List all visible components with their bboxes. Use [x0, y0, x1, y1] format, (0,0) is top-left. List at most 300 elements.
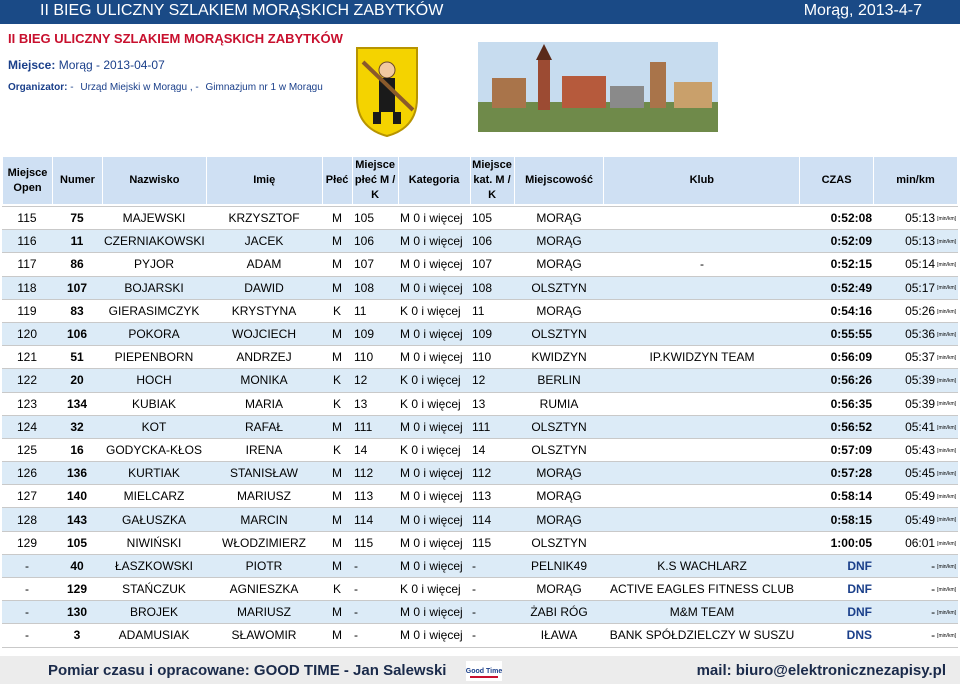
cell-pace [874, 415, 958, 438]
cell-city-value: OLSZTYN [531, 442, 587, 457]
cell-surname [102, 207, 206, 230]
cell-surname [102, 230, 206, 253]
cell-surname-value: NIWIŃSKI [126, 535, 182, 550]
cell-sex [322, 508, 352, 531]
cell-category-value: M 0 i więcej [400, 628, 463, 643]
organizer-label: Organizator: [8, 82, 68, 93]
cell-pace [874, 438, 958, 461]
good-time-logo-text: Good Time [466, 668, 502, 675]
cell-category-place [470, 230, 514, 253]
cell-place-open-value: 129 [16, 535, 38, 550]
cell-surname-value: MIELCARZ [123, 489, 185, 504]
cell-time [800, 601, 874, 624]
cell-bib-number [52, 601, 102, 624]
cell-first-name [206, 276, 322, 299]
cell-surname-value: PIEPENBORN [114, 350, 194, 365]
cell-category [398, 462, 470, 485]
cell-bib-number [52, 415, 102, 438]
cell-bib-number-value: 40 [70, 558, 84, 573]
cell-bib-number [52, 578, 102, 601]
results-table [2, 206, 958, 648]
table-row [2, 508, 958, 531]
cell-city [514, 369, 604, 392]
cell-sex-place-value: 12 [354, 373, 368, 388]
pace-unit: [min/km] [937, 563, 956, 570]
cell-category-place-value: 114 [472, 512, 492, 527]
cell-sex-place-value: 107 [354, 257, 375, 272]
cell-category-place [470, 554, 514, 577]
pace-unit: [min/km] [937, 494, 956, 501]
cell-first-name-value: KRZYSZTOF [228, 211, 300, 226]
cell-club [604, 369, 800, 392]
cell-pace-value: 06:01 [905, 535, 936, 550]
cell-first-name [206, 207, 322, 230]
cell-pace [874, 322, 958, 345]
cell-pace-value: 05:39 [905, 396, 936, 411]
cell-pace [874, 276, 958, 299]
cell-time-value: 0:52:49 [830, 280, 872, 295]
cell-category [398, 230, 470, 253]
cell-sex-place [352, 601, 398, 624]
cell-category [398, 415, 470, 438]
cell-time [800, 415, 874, 438]
cell-category [398, 346, 470, 369]
cell-category-place-value: 106 [472, 234, 493, 249]
cell-time [800, 276, 874, 299]
cell-surname [102, 299, 206, 322]
cell-pace-value: - [931, 605, 936, 620]
cell-category-place-value: 11 [472, 303, 485, 318]
cell-category [398, 601, 470, 624]
cell-first-name [206, 346, 322, 369]
cell-sex-value: M [332, 512, 342, 527]
cell-pace [874, 554, 958, 577]
cell-club [604, 207, 800, 230]
table-row [2, 346, 958, 369]
cell-surname [102, 578, 206, 601]
cell-club [604, 253, 800, 276]
cell-category-place-value: - [472, 582, 476, 597]
pace-unit: [min/km] [937, 331, 956, 338]
cell-time [800, 230, 874, 253]
cell-pace [874, 462, 958, 485]
top-bar-title: II BIEG ULICZNY SZLAKIEM MORĄSKICH ZABYTKÓW [40, 2, 444, 19]
cell-first-name-value: WOJCIECH [232, 327, 296, 342]
cell-category-place-value: 107 [472, 257, 493, 272]
results-header [2, 156, 958, 205]
cell-bib-number-value: 32 [70, 419, 84, 434]
cell-city [514, 415, 604, 438]
cell-sex-value: M [332, 558, 342, 573]
event-title: II BIEG ULICZNY SZLAKIEM MORĄSKICH ZABYTKÓW [8, 31, 343, 46]
cell-sex-place-value: 111 [354, 419, 373, 434]
cell-sex-place [352, 207, 398, 230]
cell-category [398, 554, 470, 577]
cell-sex-place-value: 105 [354, 211, 375, 226]
cell-city-value: OLSZTYN [531, 419, 587, 434]
cell-place-open [2, 346, 52, 369]
cell-city-value: MORĄG [536, 303, 582, 318]
cell-category-value: M 0 i więcej [400, 327, 463, 342]
cell-first-name [206, 485, 322, 508]
cell-place-open-value: 118 [17, 280, 37, 295]
cell-sex [322, 531, 352, 554]
cell-first-name-value: WŁODZIMIERZ [222, 535, 306, 550]
cell-pace-value: 05:43 [905, 442, 936, 457]
cell-bib-number-value: 134 [66, 396, 88, 411]
cell-place-open [2, 322, 52, 345]
cell-category [398, 369, 470, 392]
cell-category-place-value: - [472, 558, 476, 573]
cell-place-open [2, 462, 52, 485]
cell-first-name [206, 624, 322, 647]
cell-time-value: 0:57:09 [830, 442, 872, 457]
cell-category-place-value: 105 [472, 211, 493, 226]
cell-category [398, 207, 470, 230]
cell-sex [322, 624, 352, 647]
cell-place-open [2, 369, 52, 392]
pace-unit: [min/km] [937, 285, 956, 292]
cell-club [604, 299, 800, 322]
pace-unit: [min/km] [937, 424, 956, 431]
cell-first-name [206, 554, 322, 577]
cell-time-value: 0:54:16 [830, 303, 872, 318]
pace-unit: [min/km] [937, 517, 956, 524]
cell-sex [322, 485, 352, 508]
cell-city [514, 207, 604, 230]
cell-surname [102, 346, 206, 369]
cell-first-name [206, 415, 322, 438]
cell-city [514, 624, 604, 647]
cell-time [800, 508, 874, 531]
cell-surname [102, 554, 206, 577]
cell-sex [322, 253, 352, 276]
cell-first-name [206, 392, 322, 415]
cell-bib-number-value: 129 [66, 582, 88, 597]
cell-category-value: M 0 i więcej [400, 558, 463, 573]
cell-bib-number [52, 485, 102, 508]
cell-sex-place [352, 276, 398, 299]
top-bar [0, 0, 960, 24]
cell-club [604, 415, 800, 438]
cell-pace-value: 05:49 [905, 489, 936, 504]
cell-club-value: ACTIVE EAGLES FITNESS CLUB [609, 582, 795, 597]
table-row [2, 207, 958, 230]
col-header-number: Numer [52, 157, 102, 205]
cell-category-place [470, 601, 514, 624]
table-row [2, 485, 958, 508]
cell-time-value: 0:58:14 [830, 489, 872, 504]
pace-unit: [min/km] [937, 215, 956, 222]
cell-city [514, 438, 604, 461]
town-landmarks-photo [478, 42, 718, 132]
pace-unit: [min/km] [937, 586, 956, 593]
pace-unit: [min/km] [937, 239, 956, 246]
table-row [2, 415, 958, 438]
cell-pace-value: - [931, 628, 936, 643]
cell-time [800, 207, 874, 230]
cell-sex-value: M [332, 489, 342, 504]
cell-sex-value: M [332, 535, 342, 550]
cell-surname [102, 253, 206, 276]
cell-bib-number-value: 83 [70, 303, 84, 318]
cell-city-value: MORĄG [536, 512, 582, 527]
cell-time-value: 0:56:52 [830, 419, 872, 434]
cell-sex [322, 276, 352, 299]
cell-category-value: M 0 i więcej [400, 350, 463, 365]
cell-first-name-value: RAFAŁ [244, 419, 283, 434]
cell-sex [322, 438, 352, 461]
cell-category-value: M 0 i więcej [400, 234, 463, 249]
cell-place-open-value: - [25, 628, 29, 643]
cell-place-open [2, 438, 52, 461]
cell-sex-place [352, 508, 398, 531]
cell-sex-place-value: 13 [354, 396, 368, 411]
cell-sex-value: M [332, 211, 342, 226]
cell-sex [322, 322, 352, 345]
cell-sex-value: M [332, 605, 342, 620]
cell-city-value: MORĄG [536, 489, 582, 504]
cell-time [800, 322, 874, 345]
cell-pace-value: 05:14 [905, 257, 936, 272]
cell-place-open-value: - [25, 558, 29, 573]
cell-city [514, 253, 604, 276]
cell-surname-value: KUBIAK [131, 396, 176, 411]
col-header-open: Miejsce Open [3, 157, 53, 205]
cell-time-value: 0:55:55 [830, 327, 872, 342]
col-header-cat-place: Miejsce kat. M / K [470, 157, 514, 205]
cell-first-name-value: AGNIESZKA [229, 582, 299, 597]
cell-place-open-value: 122 [16, 373, 38, 388]
cell-sex-place-value: - [354, 582, 358, 597]
cell-first-name-value: JACEK [244, 234, 284, 249]
cell-pace [874, 207, 958, 230]
table-row [2, 392, 958, 415]
cell-club-value: K.S WACHLARZ [657, 558, 747, 573]
cell-place-open-value: 116 [17, 234, 37, 249]
cell-sex-value: M [332, 466, 342, 481]
cell-pace-value: 05:26 [905, 303, 936, 318]
cell-bib-number-value: 3 [73, 628, 81, 643]
cell-pace-value: - [931, 582, 936, 597]
cell-sex-value: K [332, 396, 341, 411]
cell-surname [102, 392, 206, 415]
cell-surname [102, 624, 206, 647]
cell-category-place-value: - [472, 628, 476, 643]
cell-bib-number-value: 11 [70, 234, 84, 249]
organizer-item: Gimnazjum nr 1 w Morągu [205, 82, 323, 93]
cell-sex-place-value: 109 [354, 327, 375, 342]
cell-city [514, 322, 604, 345]
table-row [2, 322, 958, 345]
cell-category-value: M 0 i więcej [400, 489, 463, 504]
cell-surname-value: GIERASIMCZYK [108, 303, 200, 318]
cell-time-value: 0:58:15 [830, 512, 872, 527]
cell-sex-place [352, 415, 398, 438]
cell-category [398, 438, 470, 461]
cell-bib-number [52, 299, 102, 322]
pace-unit: [min/km] [937, 633, 956, 640]
cell-bib-number [52, 554, 102, 577]
cell-first-name [206, 438, 322, 461]
cell-time-value: 0:52:15 [830, 257, 872, 272]
cell-category-place [470, 207, 514, 230]
cell-category-place [470, 485, 514, 508]
cell-sex [322, 554, 352, 577]
cell-category-place [470, 462, 514, 485]
cell-time-value: 0:56:35 [830, 396, 872, 411]
cell-pace [874, 531, 958, 554]
cell-pace [874, 369, 958, 392]
cell-first-name-value: SŁAWOMIR [231, 628, 297, 643]
cell-time [800, 346, 874, 369]
cell-sex-value: M [332, 327, 342, 342]
cell-surname-value: CZERNIAKOWSKI [104, 234, 205, 249]
cell-pace [874, 253, 958, 276]
cell-first-name-value: MARIUSZ [237, 489, 291, 504]
cell-sex-place [352, 346, 398, 369]
cell-pace-value: 05:17 [905, 280, 936, 295]
cell-surname [102, 531, 206, 554]
cell-category-place [470, 276, 514, 299]
cell-category-place-value: 108 [472, 280, 493, 295]
cell-first-name [206, 299, 322, 322]
cell-sex [322, 369, 352, 392]
cell-surname-value: MAJEWSKI [122, 211, 186, 226]
cell-place-open [2, 578, 52, 601]
cell-sex-place-value: 115 [354, 535, 374, 550]
cell-city [514, 554, 604, 577]
cell-category-place [470, 369, 514, 392]
pace-unit: [min/km] [937, 470, 956, 477]
cell-club-value: BANK SPÓŁDZIELCZY W SUSZU [609, 628, 795, 643]
col-header-club: Klub [604, 157, 800, 205]
cell-first-name [206, 508, 322, 531]
cell-time-value: DNF [847, 558, 872, 573]
cell-city [514, 276, 604, 299]
cell-sex-place-value: 108 [354, 280, 375, 295]
cell-city-value: MORĄG [536, 466, 582, 481]
cell-pace-value: 05:13 [905, 234, 936, 249]
cell-time-value: 0:56:26 [830, 373, 872, 388]
cell-surname [102, 508, 206, 531]
cell-sex-place-value: 114 [354, 512, 374, 527]
cell-place-open [2, 276, 52, 299]
cell-surname-value: GODYCKA-KŁOS [105, 442, 203, 457]
cell-city [514, 299, 604, 322]
cell-sex-value: M [332, 350, 342, 365]
cell-sex-place-value: 11 [354, 303, 367, 318]
cell-category-value: K 0 i więcej [400, 373, 461, 388]
cell-first-name-value: IRENA [245, 442, 283, 457]
cell-surname-value: KOT [141, 419, 167, 434]
cell-place-open-value: 117 [17, 257, 37, 272]
cell-club [604, 462, 800, 485]
cell-bib-number [52, 438, 102, 461]
cell-city [514, 485, 604, 508]
footer-credit: Pomiar czasu i opracowane: GOOD TIME - Jan Salewski [48, 662, 447, 679]
table-row [2, 531, 958, 554]
col-header-surname: Nazwisko [102, 157, 206, 205]
cell-sex-value: M [332, 234, 342, 249]
organizer-item: Urząd Miejski w Morągu , - [80, 82, 199, 93]
cell-bib-number-value: 75 [70, 211, 84, 226]
cell-place-open [2, 415, 52, 438]
cell-place-open [2, 485, 52, 508]
cell-first-name [206, 578, 322, 601]
cell-time [800, 438, 874, 461]
cell-category-place-value: 112 [472, 466, 492, 481]
cell-first-name [206, 601, 322, 624]
cell-category-place-value: 109 [472, 327, 493, 342]
pace-unit: [min/km] [937, 378, 956, 385]
cell-club-value: M&M TEAM [669, 605, 735, 620]
cell-sex-value: M [332, 257, 342, 272]
cell-category-place [470, 392, 514, 415]
cell-place-open [2, 624, 52, 647]
cell-time [800, 392, 874, 415]
cell-place-open [2, 508, 52, 531]
cell-place-open-value: 124 [16, 419, 38, 434]
cell-category-place [470, 438, 514, 461]
cell-time-value: 1:00:05 [830, 535, 872, 550]
cell-city [514, 601, 604, 624]
cell-time-value: DNF [847, 605, 872, 620]
cell-place-open-value: - [25, 582, 29, 597]
cell-place-open [2, 531, 52, 554]
cell-city [514, 531, 604, 554]
cell-pace-value: 05:49 [905, 512, 936, 527]
cell-category-value: K 0 i więcej [400, 303, 461, 318]
cell-surname [102, 415, 206, 438]
cell-category-place [470, 508, 514, 531]
cell-place-open-value: 119 [17, 303, 37, 318]
cell-bib-number-value: 86 [70, 257, 84, 272]
cell-surname-value: HOCH [136, 373, 172, 388]
cell-category-place [470, 415, 514, 438]
cell-sex-place-value: 110 [354, 350, 374, 365]
cell-surname-value: GAŁUSZKA [121, 512, 187, 527]
table-row [2, 438, 958, 461]
pace-unit: [min/km] [937, 401, 956, 408]
cell-category [398, 485, 470, 508]
cell-bib-number [52, 207, 102, 230]
cell-surname [102, 438, 206, 461]
cell-category [398, 531, 470, 554]
cell-club [604, 230, 800, 253]
top-bar-date: Morąg, 2013-4-7 [803, 2, 922, 19]
cell-time-value: 0:57:28 [830, 466, 872, 481]
cell-time [800, 299, 874, 322]
cell-category-value: M 0 i więcej [400, 257, 463, 272]
cell-first-name-value: PIOTR [245, 558, 283, 573]
cell-pace [874, 299, 958, 322]
cell-category [398, 578, 470, 601]
cell-sex-place [352, 230, 398, 253]
cell-pace [874, 485, 958, 508]
cell-time-value: 0:52:08 [830, 211, 872, 226]
cell-bib-number-value: 51 [70, 350, 84, 365]
cell-first-name [206, 531, 322, 554]
cell-time-value: 0:52:09 [830, 234, 872, 249]
cell-category-value: M 0 i więcej [400, 535, 463, 550]
col-header-category: Kategoria [398, 157, 470, 205]
footer [0, 656, 960, 684]
cell-pace-value: 05:39 [905, 373, 936, 388]
cell-category [398, 276, 470, 299]
cell-sex-value: K [332, 303, 341, 318]
cell-place-open [2, 230, 52, 253]
